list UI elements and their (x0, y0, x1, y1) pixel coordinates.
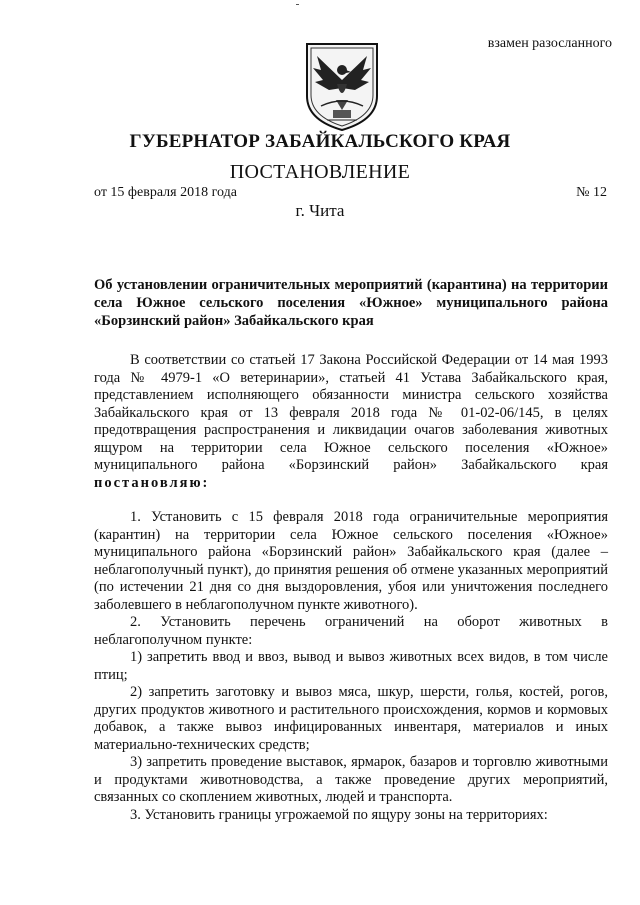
document-body (94, 352, 608, 824)
item-2-2: 2) запретить заготовку и вывоз мяса, шкур, шерсти, голья, костей, рогов, других продуктов животного и растительного происхождения, кормов и кормовых добавок, а также вывоз инфицированных инвентаря, материалов и иных материально-технических средств; (94, 684, 608, 753)
decree-date: от 15 февраля 2018 года (94, 185, 237, 200)
decree-word: постановляю: (94, 474, 210, 491)
item-2-1: 1) запретить ввод и ввоз, вывод и вывоз животных всех видов, в том числе птиц; (94, 649, 608, 683)
item-1: 1. Установить с 15 февраля 2018 года ограничительные мероприятия (карантин) на территории села Южное сельского поселения «Южное» муниципального района «Борзинский район» Забайкальского края (далее – неблагополучный пункт), до принятия решения об отмене указанных мероприятий (по истечении 21 дня со дня выздоровления, убоя или уничтожения последнего заболевшего в неблагополучном пункте животного). (94, 509, 608, 613)
preamble-text: В соответствии со статьей 17 Закона Российской Федерации от 14 мая 1993 года № 4979-1 «О ветеринарии», статьей 41 Устава Забайкальского края, представлением исполняющего обязанности министра сельского хозяйства Забайкальского края от 13 февраля 2018 года № 01-02-06/145, в целях предотвращения распространения и ликвидации очагов заболевания животных ящуром на территории села Южное сельского поселения «Южное» муниципального района «Борзинский район» Забайкальского края (94, 352, 608, 473)
document-type: ПОСТАНОВЛЕНИЕ (229, 161, 411, 183)
item-2-3: 3) запретить проведение выставок, ярмарок, базаров и торговлю животными и продуктами животноводства, а также проведение других мероприятий, связанных со скоплением животных, людей и транспорта. (94, 754, 608, 805)
item-3: 3. Установить границы угрожаемой по ящуру зоны на территориях: (130, 806, 548, 823)
scan-speck (296, 4, 299, 5)
item-2: 2. Установить перечень ограничений на оборот животных в неблагополучном пункте: (94, 614, 608, 648)
decree-title: Об установлении ограничительных мероприятий (карантина) на территории села Южное сельского поселения «Южное» муниципального района «Борзинский район» Забайкальского края (94, 277, 608, 329)
decree-number: № 12 (576, 185, 607, 200)
coat-of-arms-icon (303, 40, 381, 132)
governor-heading: ГУБЕРНАТОР ЗАБАЙКАЛЬСКОГО КРАЯ (129, 131, 511, 152)
preamble-paragraph (94, 352, 608, 492)
replacement-stamp: взамен разосланного (487, 36, 612, 51)
city: г. Чита (295, 201, 345, 220)
